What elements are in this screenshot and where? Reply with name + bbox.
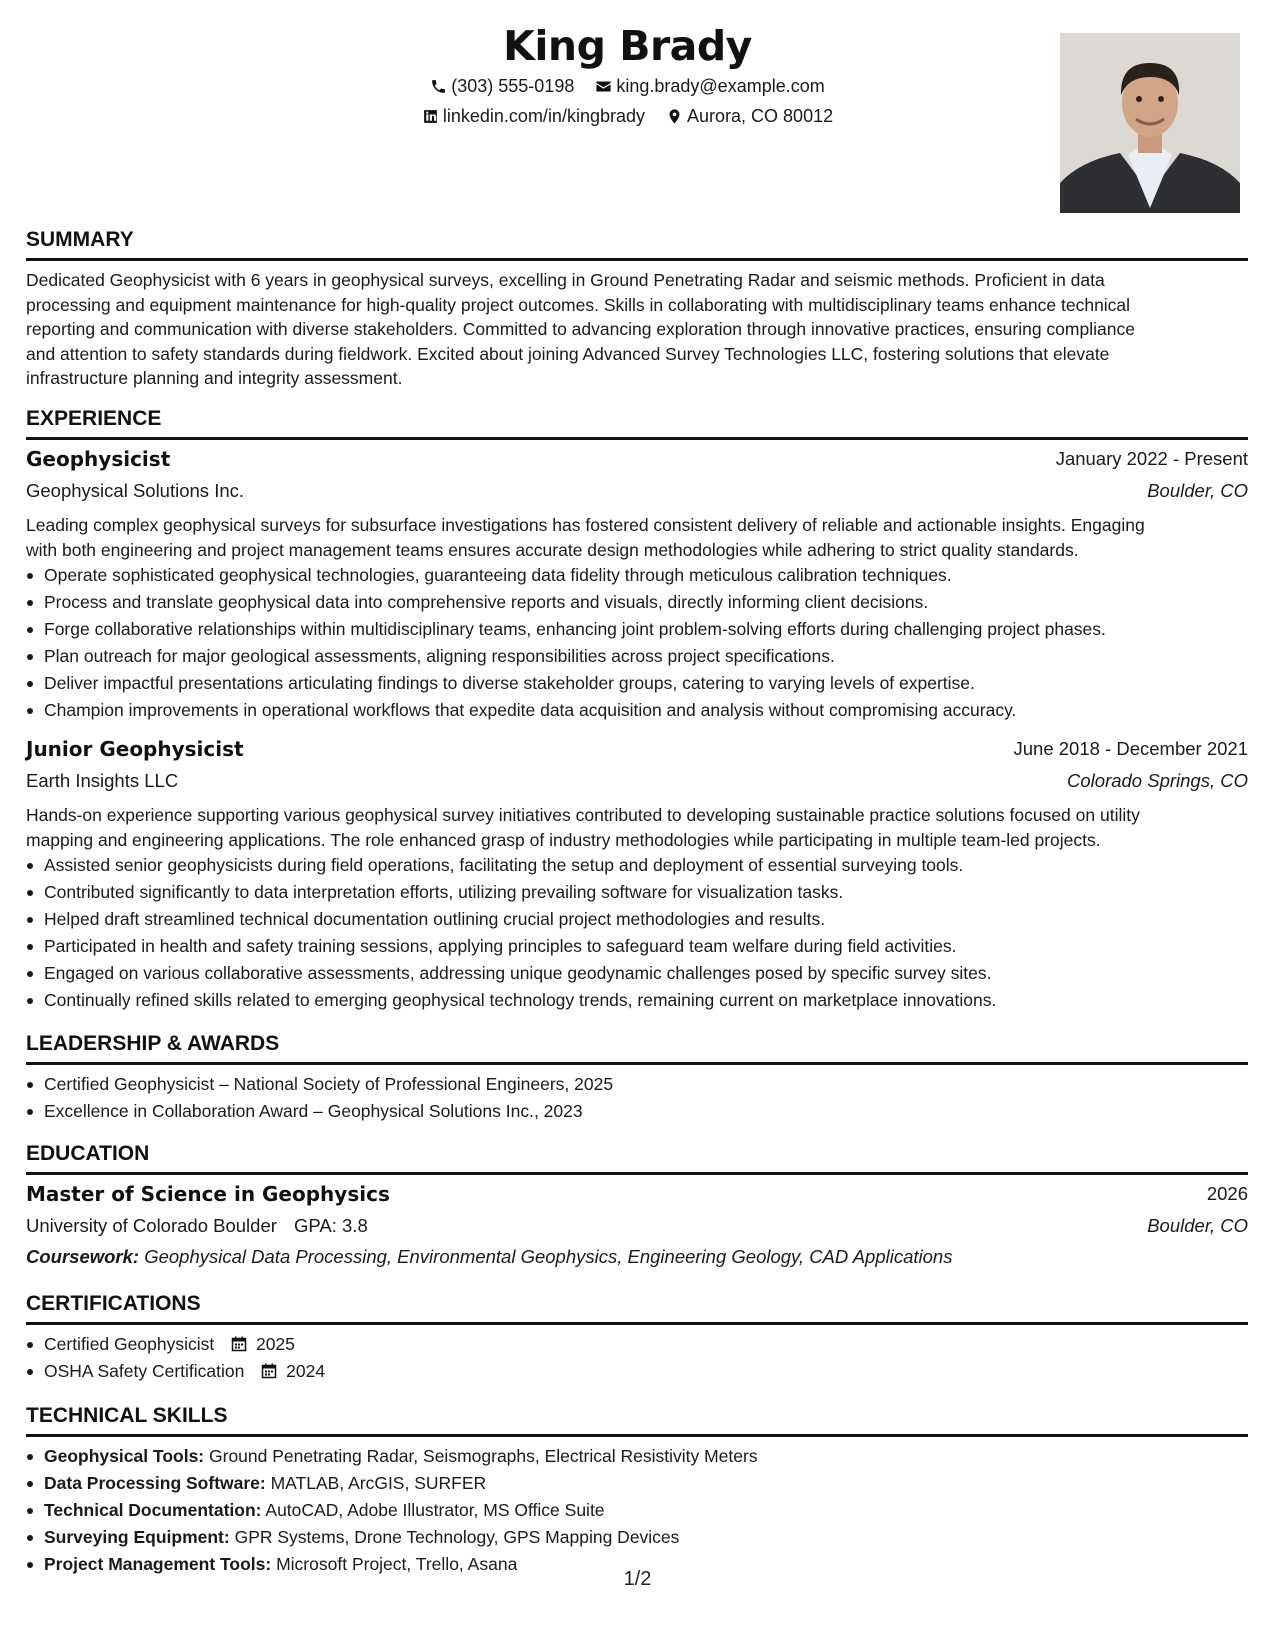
certifications-heading: CERTIFICATIONS xyxy=(26,1292,201,1315)
skill-value: AutoCAD, Adobe Illustrator, MS Office Suite xyxy=(265,1500,605,1520)
list-item xyxy=(26,1443,1251,1470)
envelope-icon xyxy=(595,78,612,95)
list-item xyxy=(26,1497,1251,1524)
job-bullets xyxy=(26,852,1251,1014)
skills-heading: TECHNICAL SKILLS xyxy=(26,1404,228,1427)
list-item: Forge collaborative relationships within multidisciplinary teams, enhancing joint problem-solving efforts during challenging project phases. xyxy=(26,616,1251,643)
leadership-divider xyxy=(26,1062,1248,1065)
list-item: Assisted senior geophysicists during field operations, facilitating the setup and deployment of essential surveying tools. xyxy=(26,852,1251,879)
cert-name: Certified Geophysicist xyxy=(44,1334,215,1354)
coursework-label: Coursework: xyxy=(26,1246,140,1267)
phone-contact xyxy=(430,76,574,97)
location-contact xyxy=(666,106,833,127)
job-title: Junior Geophysicist xyxy=(26,737,244,761)
phone-icon xyxy=(430,78,447,95)
list-item: Champion improvements in operational workflows that expedite data acquisition and analysis without compromising accuracy. xyxy=(26,697,1251,724)
education-divider xyxy=(26,1172,1248,1175)
job-dates: June 2018 - December 2021 xyxy=(1013,738,1248,759)
skill-label: Project Management Tools: xyxy=(44,1554,272,1574)
list-item: Continually refined skills related to emerging geophysical technology trends, remaining current on marketplace innovations. xyxy=(26,987,1251,1014)
job-bullets xyxy=(26,562,1251,724)
leadership-heading: LEADERSHIP & AWARDS xyxy=(26,1032,280,1055)
list-item: Process and translate geophysical data into comprehensive reports and visuals, directly informing client decisions. xyxy=(26,589,1251,616)
leadership-list xyxy=(26,1071,1251,1125)
job-location: Colorado Springs, CO xyxy=(1067,770,1248,791)
list-item: Engaged on various collaborative assessments, addressing unique geodynamic challenges posed by specific survey sites. xyxy=(26,960,1251,987)
summary-text xyxy=(26,268,1251,391)
job-summary-line: Leading complex geophysical surveys for subsurface investigations has fostered consistent delivery of reliable and actionable insights. Engaging xyxy=(26,515,1145,535)
calendar-icon xyxy=(261,1363,277,1379)
certifications-list xyxy=(26,1331,1251,1385)
degree-title: Master of Science in Geophysics xyxy=(26,1182,390,1206)
summary-line: infrastructure planning and integrity assessment. xyxy=(26,368,403,388)
cert-year: 2025 xyxy=(255,1334,295,1354)
map-pin-icon xyxy=(666,108,683,125)
skill-label: Technical Documentation: xyxy=(44,1500,262,1520)
job-location: Boulder, CO xyxy=(1147,480,1248,501)
list-item xyxy=(26,1524,1251,1551)
list-item: Deliver impactful presentations articulating findings to diverse stakeholder groups, catering to varying levels of expertise. xyxy=(26,670,1251,697)
skill-label: Geophysical Tools: xyxy=(44,1446,205,1466)
list-item: Certified Geophysicist – National Society of Professional Engineers, 2025 xyxy=(26,1071,1251,1098)
experience-heading: EXPERIENCE xyxy=(26,407,162,430)
linkedin-contact[interactable] xyxy=(422,106,645,127)
summary-line: Dedicated Geophysicist with 6 years in geophysical surveys, excelling in Ground Penetrating Radar and seismic methods. Proficient in data xyxy=(26,270,1105,290)
skills-divider xyxy=(26,1434,1248,1437)
job-dates: January 2022 - Present xyxy=(1055,448,1248,469)
phone-text: (303) 555-0198 xyxy=(451,76,575,96)
job-summary-line: mapping and engineering applications. The role enhanced grasp of industry methodologies while participating in multiple team-led projects. xyxy=(26,829,1101,850)
graduation-year: 2026 xyxy=(1206,1183,1248,1204)
cert-name: OSHA Safety Certification xyxy=(44,1361,245,1381)
skill-value: MATLAB, ArcGIS, SURFER xyxy=(270,1473,487,1493)
location-text: Aurora, CO 80012 xyxy=(687,106,834,126)
list-item: Plan outreach for major geological assessments, aligning responsibilities across project specifications. xyxy=(26,643,1251,670)
school-location: Boulder, CO xyxy=(1147,1215,1248,1236)
job-title: Geophysicist xyxy=(26,447,171,471)
summary-divider xyxy=(26,258,1248,261)
job-summary xyxy=(26,803,1251,852)
school-name: University of Colorado Boulder xyxy=(26,1215,277,1236)
cert-year: 2024 xyxy=(286,1361,326,1381)
job-summary xyxy=(26,513,1251,562)
skill-label: Surveying Equipment: xyxy=(44,1527,230,1547)
school-info xyxy=(26,1215,368,1237)
list-item: Participated in health and safety training sessions, applying principles to safeguard team welfare during field activities. xyxy=(26,933,1251,960)
list-item: Contributed significantly to data interpretation efforts, utilizing prevailing software for visualization tasks. xyxy=(26,879,1251,906)
certifications-divider xyxy=(26,1322,1248,1325)
skill-label: Data Processing Software: xyxy=(44,1473,266,1493)
list-item xyxy=(26,1470,1251,1497)
summary-heading: SUMMARY xyxy=(26,228,134,251)
profile-portrait xyxy=(1060,33,1240,213)
list-item: Excellence in Collaboration Award – Geophysical Solutions Inc., 2023 xyxy=(26,1098,1251,1125)
coursework xyxy=(26,1246,952,1268)
skill-value: GPR Systems, Drone Technology, GPS Mapping Devices xyxy=(234,1527,680,1547)
summary-line: and attention to safety standards during fieldwork. Excited about joining Advanced Survey Technologies LLC, fostering solutions that elevate xyxy=(26,343,1110,364)
skills-list xyxy=(26,1443,1251,1578)
list-item xyxy=(26,1331,1251,1358)
job-summary-line: Hands-on experience supporting various geophysical survey initiatives contributed to developing sustainable practice solutions focused on utility xyxy=(26,805,1140,825)
profile-photo xyxy=(1060,33,1240,213)
email-contact[interactable] xyxy=(595,76,824,97)
coursework-list: Geophysical Data Processing, Environmental Geophysics, Engineering Geology, CAD Applications xyxy=(144,1246,953,1267)
list-item: Operate sophisticated geophysical technologies, guaranteeing data fidelity through meticulous calibration techniques. xyxy=(26,562,1251,589)
calendar-icon xyxy=(231,1336,247,1352)
skill-value: Microsoft Project, Trello, Asana xyxy=(276,1554,518,1574)
job-summary-line: with both engineering and project management teams ensures accurate design methodologies while adhering to strict quality standards. xyxy=(26,539,1079,560)
list-item: Helped draft streamlined technical documentation outlining crucial project methodologies and results. xyxy=(26,906,1251,933)
summary-line: processing and equipment maintenance for high-quality project outcomes. Skills in collaborating with multidisciplinary teams enhance technical xyxy=(26,294,1131,315)
experience-divider xyxy=(26,437,1248,440)
education-heading: EDUCATION xyxy=(26,1142,150,1165)
job-company: Geophysical Solutions Inc. xyxy=(26,480,245,501)
page-number: 1/2 xyxy=(623,1568,652,1590)
job-company: Earth Insights LLC xyxy=(26,770,179,791)
skill-value: Ground Penetrating Radar, Seismographs, Electrical Resistivity Meters xyxy=(209,1446,758,1466)
linkedin-text[interactable]: linkedin.com/in/kingbrady xyxy=(442,106,645,126)
candidate-name: King Brady xyxy=(503,22,752,70)
list-item xyxy=(26,1358,1251,1385)
email-text[interactable]: king.brady@example.com xyxy=(616,76,825,96)
summary-line: reporting and communication with diverse stakeholders. Committed to advancing exploration through innovative practices, ensuring compliance xyxy=(26,319,1135,339)
gpa: GPA: 3.8 xyxy=(294,1215,368,1236)
linkedin-icon xyxy=(422,108,439,125)
